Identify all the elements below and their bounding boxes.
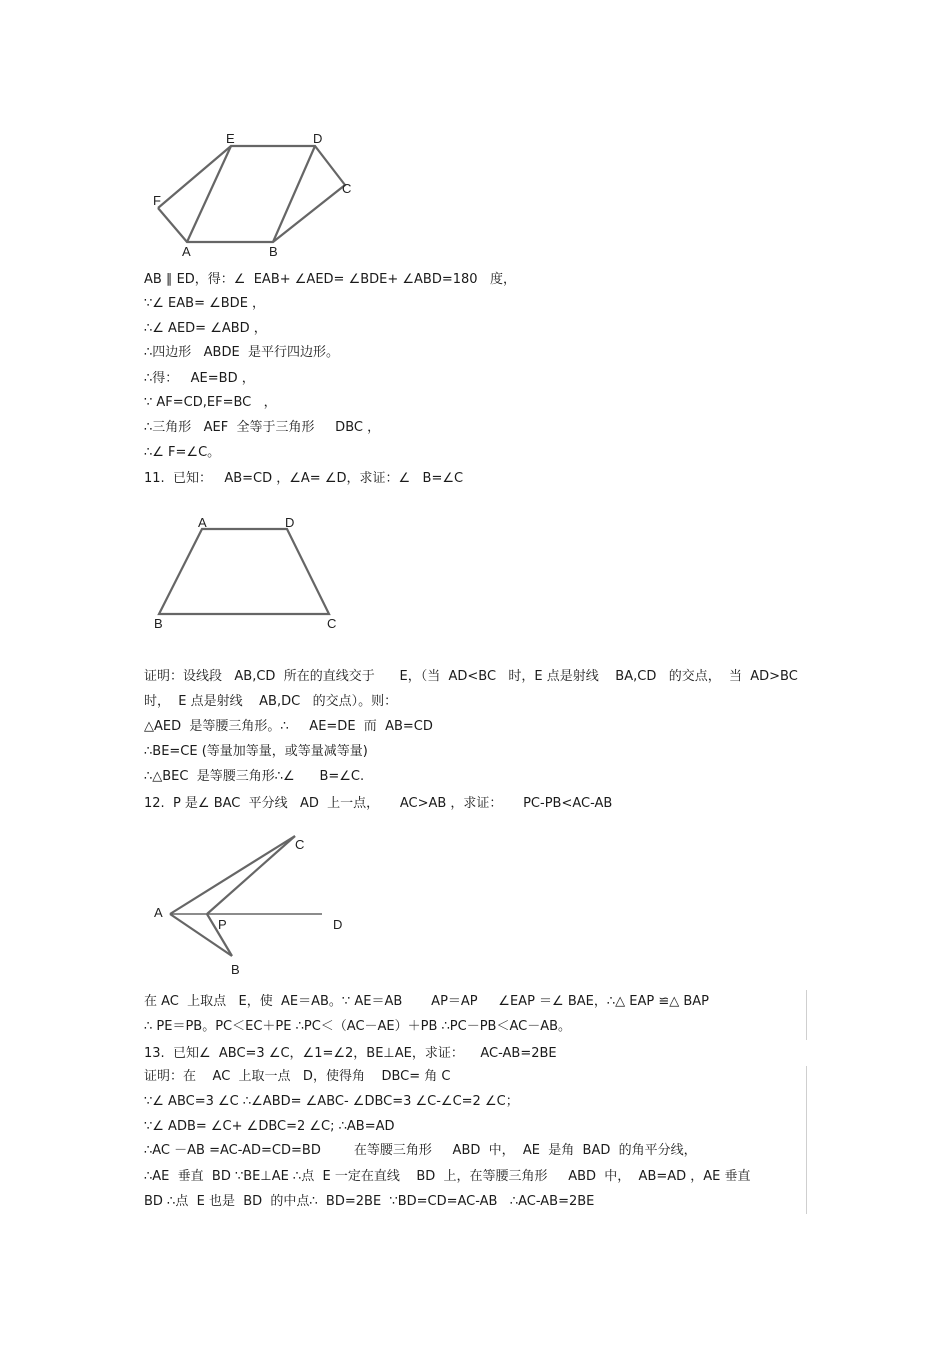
proof13-line: ∵∠ ADB= ∠C+ ∠DBC=2 ∠C; ∴AB=AD: [144, 1119, 395, 1134]
label-A: A: [182, 244, 191, 259]
proof10-line: ∴得： AE=BD ，: [144, 371, 255, 386]
angle-bisector-figure: [145, 828, 360, 980]
label-D: D: [313, 131, 323, 146]
proof10-line: ∴三角形 AEF 全等于三角形 DBC ，: [144, 420, 381, 435]
segment-AC: [170, 836, 295, 914]
proof11-line: ∴BE=CE (等量加等量，或等量减等量): [144, 744, 368, 759]
proof12-line: 在 AC 上取点 E，使 AE＝AB。∵ AE＝AB AP＝AP ∠EAP ＝∠ BAE，∴△ EAP ≌△ BAP: [144, 994, 710, 1009]
proof10-line: ∴∠ AED= ∠ABD ，: [144, 321, 267, 336]
proof13-line: ∴AC －AB =AC-AD=CD=BD 在等腰三角形 ABD 中， AE 是角 BAD 的角平分线，: [144, 1143, 697, 1158]
proof11-line: △AED 是等腰三角形。∴ AE=DE 而 AB=CD: [144, 719, 433, 734]
label-D: D: [333, 917, 343, 932]
label-P: P: [218, 917, 227, 932]
proof13-line: ∵∠ ABC=3 ∠C ∴∠ABD= ∠ABC- ∠DBC=3 ∠C-∠C=2 ∠C；: [144, 1094, 519, 1109]
label-B: B: [154, 616, 163, 631]
label-F: F: [153, 193, 161, 208]
label-E: E: [226, 131, 235, 146]
margin-rule: [806, 1066, 807, 1214]
label-B: B: [269, 244, 278, 259]
proof10-line: AB ∥ ED，得：∠ EAB+ ∠AED= ∠BDE+ ∠ABD=180 度，: [144, 272, 516, 287]
label-A: A: [154, 905, 163, 920]
segment-AE: [187, 146, 231, 242]
label-A: A: [198, 515, 207, 530]
label-D: D: [285, 515, 295, 530]
proof11-line: 时， E 点是射线 AB,DC 的交点）。则：: [144, 694, 398, 709]
proof13-line: 证明：在 AC 上取一点 D，使得角 DBC= 角 C: [144, 1069, 451, 1084]
question-12: 12. P 是∠ BAC 平分线 AD 上一点， AC>AB ，求证： PC-PB<AC-AB: [144, 796, 613, 811]
label-C: C: [295, 837, 305, 852]
proof10-line: ∵ AF=CD,EF=BC ，: [144, 395, 277, 410]
proof11-line: 证明：设线段 AB,CD 所在的直线交于 E，（当 AD<BC 时，E 点是射线 BA,CD 的交点， 当 AD>BC: [144, 669, 798, 684]
proof13-line: BD ∴点 E 也是 BD 的中点∴ BD=2BE ∵BD=CD=AC-AB ∴AC-AB=2BE: [144, 1194, 595, 1209]
proof10-line: ∵∠ EAB= ∠BDE ，: [144, 296, 266, 311]
segment-BD: [273, 146, 315, 242]
hexagon-figure: [140, 128, 370, 263]
trapezoid-outline: [159, 529, 329, 614]
proof10-line: ∴∠ F=∠C。: [144, 445, 221, 460]
segment-PC: [207, 836, 295, 914]
hexagon-outline: [158, 146, 345, 242]
question-11: 11. 已知： AB=CD ，∠A= ∠D，求证：∠ B=∠C: [144, 471, 464, 486]
proof10-line: ∴四边形 ABDE 是平行四边形。: [144, 345, 339, 360]
label-C: C: [342, 181, 352, 196]
trapezoid-figure: [145, 512, 350, 632]
label-B: B: [231, 962, 240, 977]
proof11-line: ∴△BEC 是等腰三角形∴∠ B=∠C.: [144, 769, 365, 784]
margin-rule: [806, 990, 807, 1040]
label-C: C: [327, 616, 337, 631]
question-13: 13. 已知∠ ABC=3 ∠C，∠1=∠2，BE⊥AE，求证： AC-AB=2BE: [144, 1046, 557, 1061]
proof12-line: ∴ PE＝PB。PC＜EC＋PE ∴PC＜（AC－AE）＋PB ∴PC－PB＜AC－AB。: [144, 1019, 572, 1034]
proof13-line: ∴AE 垂直 BD ∵BE⊥AE ∴点 E 一定在直线 BD 上，在等腰三角形 ABD 中， AB=AD ，AE 垂直: [144, 1169, 751, 1184]
